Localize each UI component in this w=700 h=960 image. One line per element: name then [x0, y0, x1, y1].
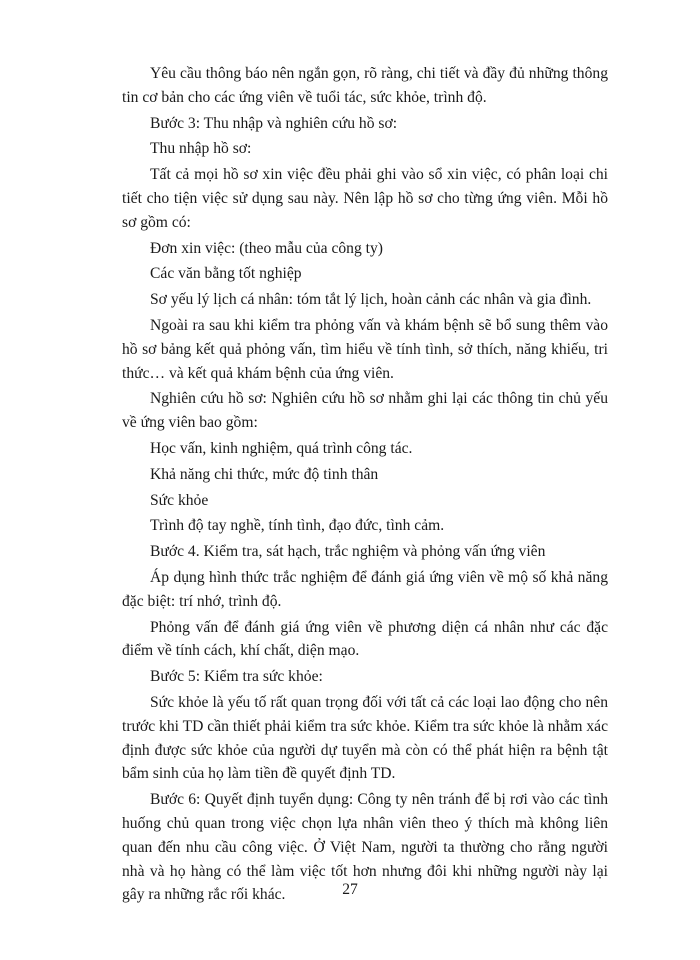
paragraph-aptitude-test: Áp dụng hình thức trắc nghiệm để đánh giá ứng viên về mộ số khả năng đặc biệt: trí nhớ, trình độ. [122, 568, 608, 610]
document-page-body [122, 62, 608, 909]
list-item-intellect: Khả năng chi thức, mức độ tinh thân [150, 465, 379, 483]
paragraph-dossier-research: Nghiên cứu hồ sơ: Nghiên cứu hồ sơ nhằm ghi lại các thông tin chủ yếu về ứng viên bao gồm: [122, 390, 608, 432]
list-item-health: Sức khỏe [150, 491, 209, 509]
paragraph-health-check: Sức khỏe là yếu tố rất quan trọng đối với tất cả các loại lao động cho nên trước khi TD cần thiết phải kiểm tra sức khỏe. Kiểm tra sức khỏe là nhằm xác định được sức khỏe của người dự tuyển mà còn có thể phát hiện ra bệnh tật bẩm sinh của họ làm tiền đề quyết định TD. [122, 693, 608, 783]
list-item-cv: Sơ yếu lý lịch cá nhân: tóm tắt lý lịch, hoàn cảnh các nhân và gia đình. [150, 291, 592, 309]
subheading-collect-dossier: Thu nhập hồ sơ: [150, 140, 252, 158]
paragraph-step-6-hiring-decision: Bước 6: Quyết định tuyển dụng: Công ty nên tránh để bị rơi vào các tình huống chủ quan trong việc chọn lựa nhân viên theo ý thích mà không liên quan đến nhu cầu công việc. Ở Việt Nam, người ta thường cho rằng người nhà và họ hàng có thể làm việc tốt hơn nhưng đôi khi những người này lại gây ra những rắc rối khác. [122, 791, 608, 904]
list-item-skill-character: Trình độ tay nghề, tính tình, đạo đức, tình cảm. [150, 517, 445, 535]
list-item-education-experience: Học vấn, kinh nghiệm, quá trình công tác. [150, 439, 413, 457]
paragraph-additional-results: Ngoài ra sau khi kiểm tra phỏng vấn và khám bệnh sẽ bổ sung thêm vào hồ sơ bảng kết quả phỏng vấn, tìm hiểu về tính tình, sở thích, năng khiếu, tri thức… và kết quả khám bệnh của ứng viên. [122, 316, 608, 382]
heading-step-5: Bước 5: Kiểm tra sức khỏe: [150, 668, 323, 686]
heading-step-3: Bước 3: Thu nhập và nghiên cứu hồ sơ: [150, 114, 398, 132]
page-number: 27 [342, 881, 358, 898]
paragraph-interview: Phỏng vấn để đánh giá ứng viên về phương diện cá nhân như các đặc điểm về tính cách, khí chất, diện mạo. [122, 618, 608, 660]
paragraph-dossier-recording: Tất cả mọi hồ sơ xin việc đều phải ghi vào sổ xin việc, có phân loại chi tiết cho tiện việc sử dụng sau này. Nên lập hồ sơ cho từng ứng viên. Mỗi hồ sơ gồm có: [122, 166, 608, 231]
heading-step-4: Bước 4. Kiểm tra, sát hạch, trắc nghiệm và phỏng vấn ứng viên [150, 543, 546, 561]
list-item-application-form: Đơn xin việc: (theo mẫu của công ty) [150, 239, 383, 257]
list-item-diplomas: Các văn bằng tốt nghiệp [150, 265, 302, 283]
paragraph-announcement-requirements: Yêu cầu thông báo nên ngắn gọn, rõ ràng, chi tiết và đầy đủ những thông tin cơ bản cho các ứng viên về tuổi tác, sức khỏe, trình độ. [122, 65, 608, 106]
